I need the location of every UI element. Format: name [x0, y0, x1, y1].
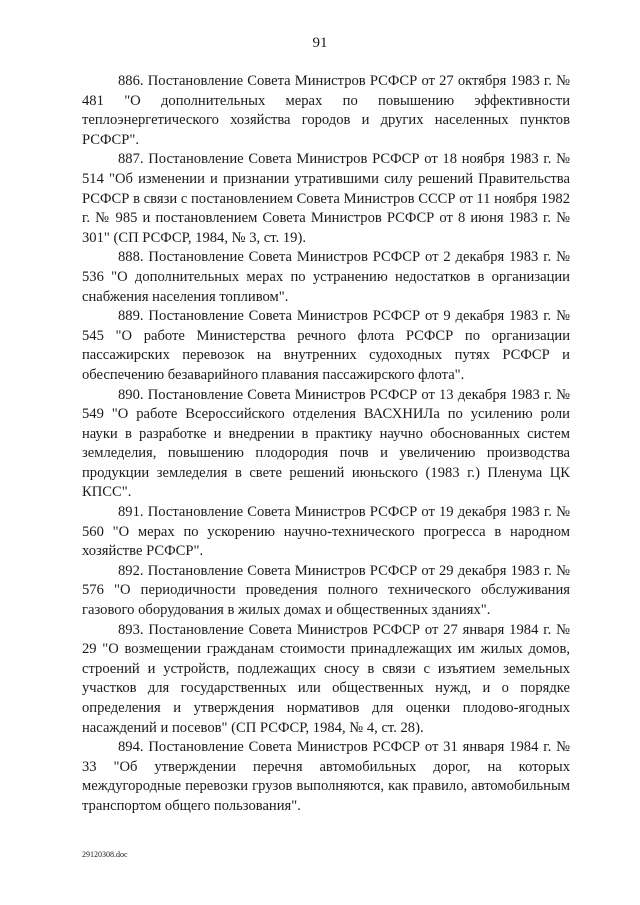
file-name-footer: 29120308.doc: [82, 850, 128, 859]
document-body: [82, 72, 570, 817]
list-item: 891. Постановление Совета Министров РСФСР от 19 декабря 1983 г. № 560 "О мерах по ускорению научно-технического прогресса в народном хозяйстве РСФСР".: [82, 504, 570, 560]
list-item: 889. Постановление Совета Министров РСФСР от 9 декабря 1983 г. № 545 "О работе Министерства речного флота РСФСР по организации пассажирских перевозок на внутренних судоходных путях РСФСР и обеспечению безаварийного плавания пассажирского флота".: [82, 308, 570, 383]
list-item: 888. Постановление Совета Министров РСФСР от 2 декабря 1983 г. № 536 "О дополнительных мерах по устранению недостатков в организации снабжения населения топливом".: [82, 249, 570, 305]
list-item: 893. Постановление Совета Министров РСФСР от 27 января 1984 г. № 29 "О возмещении гражданам стоимости принадлежащих им жилых домов, строений и устройств, подлежащих сносу в связи с изъятием земельных участков для государственных или общественных нужд, и о порядке определения и утверждения нормативов для оценки плодово-ягодных насаждений и посевов" (СП РСФСР, 1984, № 4, ст. 28).: [82, 621, 570, 736]
list-item: 890. Постановление Совета Министров РСФСР от 13 декабря 1983 г. № 549 "О работе Всероссийского отделения ВАСХНИЛа по усилению роли науки в разработке и внедрении в практику научно обоснованных систем земледелия, повышению плодородия почв и увеличению производства продукции земледелия в свете решений июньского (1983 г.) Пленума ЦК КПСС".: [82, 386, 570, 501]
list-item: 886. Постановление Совета Министров РСФСР от 27 октября 1983 г. № 481 "О дополнительных мерах по повышению эффективности теплоэнергетического хозяйства городов и других населенных пунктов РСФСР".: [82, 73, 570, 148]
list-item: 892. Постановление Совета Министров РСФСР от 29 декабря 1983 г. № 576 "О периодичности проведения полного технического обслуживания газового оборудования в жилых домах и общественных зданиях".: [82, 562, 570, 619]
list-item: 894. Постановление Совета Министров РСФСР от 31 января 1984 г. № 33 "Об утверждении перечня автомобильных дорог, на которых междугородные перевозки грузов выполняются, как правило, автомобильным транспортом общего пользования".: [82, 739, 570, 814]
page-number: 91: [312, 35, 328, 51]
list-item: 887. Постановление Совета Министров РСФСР от 18 ноября 1983 г. № 514 "Об изменении и признании утратившими силу решений Правительства РСФСР в связи с постановлением Совета Министров СССР от 11 ноября 1982 г. № 985 и постановлением Совета Министров РСФСР от 8 июня 1983 г. № 301" (СП РСФСР, 1984, № 3, ст. 19).: [82, 151, 570, 246]
